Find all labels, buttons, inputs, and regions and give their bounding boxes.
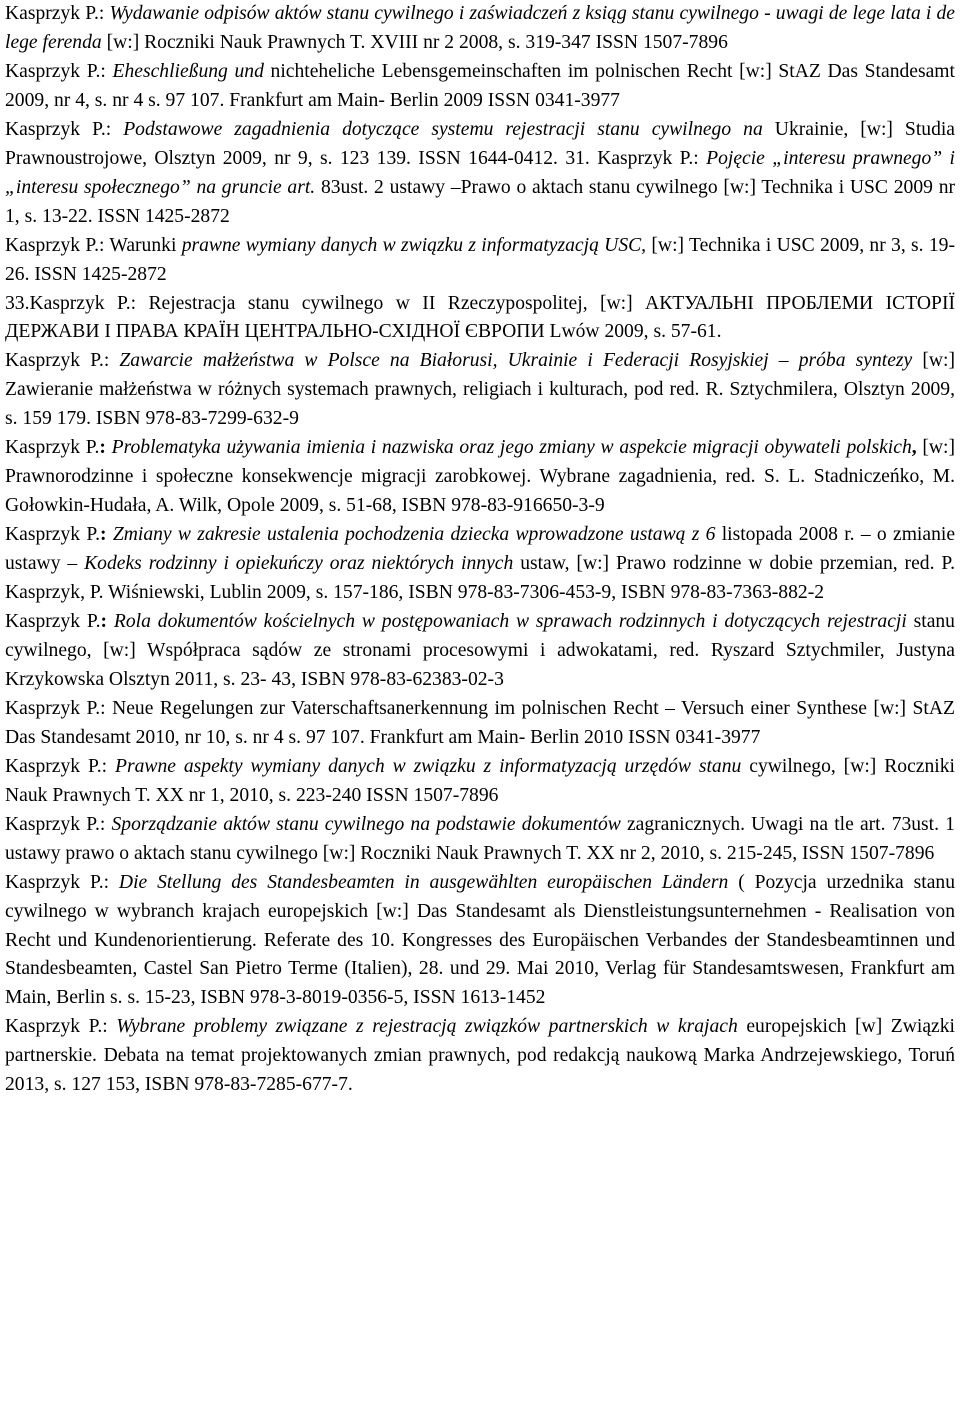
entry-text: Kasprzyk P.: bbox=[5, 871, 119, 893]
bibliography-entry bbox=[5, 347, 955, 434]
entry-text: : bbox=[99, 437, 106, 459]
entry-title-text: Problematyka używania imienia i nazwiska oraz jego zmiany w aspekcie migracji obywateli polskich bbox=[111, 437, 912, 459]
entry-title-text: Sporządzanie aktów stanu cywilnego na podstawie dokumentów bbox=[111, 813, 621, 835]
bibliography-entry bbox=[5, 869, 955, 1014]
entry-text: Kasprzyk P.: bbox=[5, 1016, 117, 1038]
entry-text: cywilnego, [w:] Roczniki Nauk Prawnych T. XX nr 1, 2010, s. 223-240 ISSN 1507-7896 bbox=[5, 755, 955, 806]
entry-text: Kasprzyk P.: Neue Regelungen zur Vaterschaftsanerkennung im polnischen Recht – Versuch einer Synthese [w:] StAZ Das Standesamt 2010, nr 10, s. nr 4 s. 97 107. Frankfurt am Main- Berlin 2010 ISSN 0341-3977 bbox=[5, 697, 955, 748]
entry-text: Kasprzyk P.: bbox=[5, 60, 113, 82]
bibliography-entry bbox=[5, 1013, 955, 1100]
entry-title-text: Die Stellung des Standesbeamten in ausgewählten europäischen Ländern bbox=[118, 871, 729, 893]
entry-text: ustaw, [w:] Prawo rodzinne w dobie przemian, red. P. Kasprzyk, P. Wiśniewski, Lublin 2009, s. 157-186, ISBN 978-83-7306-453-9, ISBN 978-83-7363-882-2 bbox=[5, 553, 955, 604]
entry-text: Kasprzyk P. bbox=[5, 611, 101, 633]
entry-title-text: Zawarcie małżeństwa w Polsce na Białorusi, Ukrainie i Federacji Rosyjskiej – próba syntezy bbox=[119, 350, 913, 372]
entry-text: , bbox=[911, 437, 917, 459]
bibliography-entry bbox=[5, 811, 955, 869]
entry-text: 33.Kasprzyk P.: Rejestracja stanu cywilnego w II Rzeczypospolitej, [w:] АКТУАЛЬНІ ПРОБЛЕМИ ІСТОРІЇ ДЕРЖАВИ І ПРАВА КРАЇН ЦЕНТРАЛЬНО-СХІДНОЇ ЄВРОПИ Lwów 2009, s. 57-61. bbox=[5, 292, 955, 343]
entry-text: 83ust. 2 ustawy –Prawo o aktach stanu cywilnego [w:] Technika i USC 2009 nr 1, s. 13-22. ISSN 1425-2872 bbox=[5, 176, 956, 227]
entry-title-text: Zmiany w zakresie ustalenia pochodzenia dziecka wprowadzone ustawą z 6 bbox=[112, 524, 716, 546]
entry-title-text: Prawne aspekty wymiany danych w związku z informatyzacją urzędów stanu bbox=[114, 755, 742, 777]
entry-title-text: Podstawowe zagadnienia dotyczące systemu rejestracji stanu cywilnego na bbox=[123, 118, 763, 140]
entry-text: Kasprzyk P.: bbox=[5, 350, 120, 372]
entry-text: [w:] Zawieranie małżeństwa w różnych systemach prawnych, religiach i kulturach, pod red. R. Sztychmilera, Olsztyn 2009, s. 159 179. ISBN 978-83-7299-632-9 bbox=[5, 350, 956, 430]
entry-text: nichteheliche Lebensgemeinschaften im polnischen Recht [w:] StAZ Das Standesamt 2009, nr 4, s. nr 4 s. 97 107. Frankfurt am Main- Berlin 2009 ISSN 0341-3977 bbox=[5, 60, 955, 111]
entry-text: [w:] Technika i USC 2009, nr 3, s. 19-26. ISSN 1425-2872 bbox=[5, 234, 955, 285]
entry-title-text: prawne wymiany danych w związku z informatyzacją USC, bbox=[181, 234, 647, 256]
entry-text: Kasprzyk P. bbox=[5, 524, 100, 546]
entry-text: : bbox=[100, 524, 107, 546]
entry-text: europejskich [w] Związki partnerskie. Debata na temat projektowanych zmian prawnych, pod redakcją naukową Marka Andrzejewskiego, Toruń 2013, s. 127 153, ISBN 978-83-7285-677-7. bbox=[5, 1016, 955, 1096]
entry-title-text: Rola dokumentów kościelnych w postępowaniach w sprawach rodzinnych i dotyczących rejestracji bbox=[113, 611, 907, 633]
entry-text bbox=[107, 611, 114, 632]
entry-title-text: Wydawanie odpisów aktów stanu cywilnego i zaświadczeń z ksiąg stanu cywilnego - uwagi de lege lata i de lege ferenda bbox=[5, 3, 955, 53]
entry-title-text: Kodeks rodzinny i opiekuńczy oraz niektórych innych bbox=[84, 553, 514, 575]
entry-text: Ukrainie, [w:] Studia Prawnoustrojowe, Olsztyn 2009, nr 9, s. 123 139. ISSN 1644-0412. 31. Kasprzyk P.: bbox=[5, 118, 956, 169]
entry-text: ( Pozycja urzednika stanu cywilnego w wybranch krajach europejskich [w:] Das Standesamt als Dienstleistungsunternehmen - Realisation von Recht und Kundenorientierung. Referate des 10. Kongresses des Europäischen Verbandes der Standesbeamtinnen und Standesbeamten, Castel San Pietro Terme (Italien), 28. und 29. Mai 2010, Verlag für Standesamtswesen, Frankfurt am Main, Berlin s. s. 15-23, ISBN 978-3-8019-0356-5, ISSN 1613-1452 bbox=[5, 871, 955, 1009]
bibliography-entry bbox=[5, 521, 955, 608]
entry-text: listopada 2008 r. – o zmianie ustawy – bbox=[5, 524, 956, 575]
entry-text: Kasprzyk P.: bbox=[5, 813, 112, 835]
bibliography-entry bbox=[5, 608, 955, 695]
entry-text: : bbox=[100, 611, 108, 633]
bibliography-entry bbox=[5, 0, 955, 58]
bibliography-entry bbox=[5, 290, 955, 348]
bibliography-entry bbox=[5, 753, 955, 811]
entry-text: Kasprzyk P.: bbox=[5, 755, 115, 777]
entry-text: [w:] Roczniki Nauk Prawnych T. XVIII nr 2 2008, s. 319-347 ISSN 1507-7896 bbox=[101, 31, 728, 53]
entry-text: [w:] Prawnorodzinne i społeczne konsekwencje migracji zarobkowej. Wybrane zagadnienia, red. S. L. Stadniczeńko, M. Gołowkin-Hudała, A. Wilk, Opole 2009, s. 51-68, ISBN 978-83-916650-3-9 bbox=[5, 437, 955, 517]
entry-text: Kasprzyk P. bbox=[5, 437, 100, 459]
bibliography-entry bbox=[5, 58, 955, 116]
bibliography-entry bbox=[5, 232, 955, 290]
bibliography-entry bbox=[5, 434, 955, 521]
entry-text: stanu cywilnego, [w:] Współpraca sądów ze stronami procesowymi i adwokatami, red. Ryszard Sztychmiler, Justyna Krzykowska Olsztyn 2011, s. 23- 43, ISBN 978-83-62383-02-3 bbox=[5, 611, 955, 690]
entry-title-text: Wybrane problemy związane z rejestracją związków partnerskich w krajach bbox=[116, 1016, 738, 1038]
entry-title-text: Pojęcie „interesu prawnego” i „interesu społecznego” na gruncie art. bbox=[5, 147, 955, 198]
entry-text: Kasprzyk P.: bbox=[5, 118, 124, 140]
bibliography-entry bbox=[5, 116, 955, 232]
entry-text: zagranicznych. Uwagi na tle art. 73ust. 1 ustawy prawo o aktach stanu cywilnego [w:] Roczniki Nauk Prawnych T. XX nr 2, 2010, s. 215-245, ISSN 1507-7896 bbox=[5, 813, 955, 864]
entry-text: Kasprzyk P.: bbox=[5, 3, 110, 24]
entry-title-text: Eheschließung und bbox=[112, 60, 264, 82]
bibliography-entry bbox=[5, 695, 955, 753]
entry-text: Kasprzyk P.: Warunki bbox=[5, 234, 182, 256]
